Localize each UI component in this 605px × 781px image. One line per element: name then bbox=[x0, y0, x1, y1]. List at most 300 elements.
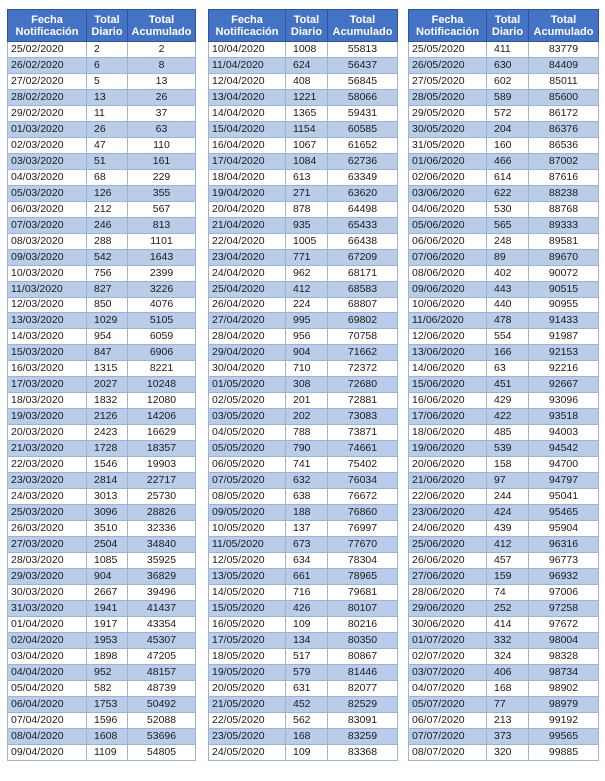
table-row bbox=[8, 409, 196, 425]
table-row bbox=[409, 169, 599, 185]
cell-total-acumulado: 91433 bbox=[529, 313, 599, 329]
cell-fecha: 15/03/2020 bbox=[8, 345, 87, 361]
cell-total-acumulado: 75402 bbox=[328, 457, 398, 473]
table-row bbox=[8, 153, 196, 169]
cell-total-diario: 478 bbox=[487, 313, 529, 329]
cell-total-diario: 159 bbox=[487, 568, 529, 584]
header-total-diario: Total Diario bbox=[286, 10, 328, 42]
cell-total-acumulado: 93096 bbox=[529, 393, 599, 409]
cell-fecha: 25/04/2020 bbox=[209, 281, 286, 297]
cell-fecha: 26/05/2020 bbox=[409, 57, 487, 73]
cell-total-diario: 954 bbox=[87, 329, 128, 345]
cell-total-diario: 47 bbox=[87, 137, 128, 153]
table-row bbox=[409, 345, 599, 361]
cell-total-diario: 1109 bbox=[87, 744, 128, 760]
cell-total-acumulado: 26 bbox=[128, 89, 196, 105]
cell-total-diario: 572 bbox=[487, 105, 529, 121]
cell-fecha: 09/05/2020 bbox=[209, 505, 286, 521]
table-row bbox=[8, 249, 196, 265]
cell-total-acumulado: 110 bbox=[128, 137, 196, 153]
table-row bbox=[8, 345, 196, 361]
cell-total-diario: 6 bbox=[87, 57, 128, 73]
cell-fecha: 07/05/2020 bbox=[209, 473, 286, 489]
cell-fecha: 15/06/2020 bbox=[409, 377, 487, 393]
table-row bbox=[409, 409, 599, 425]
cell-total-diario: 1608 bbox=[87, 728, 128, 744]
cell-total-diario: 11 bbox=[87, 105, 128, 121]
table-row bbox=[409, 105, 599, 121]
cell-total-acumulado: 54805 bbox=[128, 744, 196, 760]
cell-total-diario: 710 bbox=[286, 361, 328, 377]
cell-fecha: 30/05/2020 bbox=[409, 121, 487, 137]
cell-total-diario: 613 bbox=[286, 169, 328, 185]
table-row bbox=[8, 712, 196, 728]
table-row bbox=[8, 42, 196, 58]
header-row bbox=[409, 10, 599, 42]
cell-fecha: 28/04/2020 bbox=[209, 329, 286, 345]
cell-total-diario: 2423 bbox=[87, 425, 128, 441]
cell-total-acumulado: 45307 bbox=[128, 632, 196, 648]
table-row bbox=[209, 521, 398, 537]
cell-total-acumulado: 39496 bbox=[128, 584, 196, 600]
cell-total-diario: 426 bbox=[286, 600, 328, 616]
cell-total-acumulado: 48157 bbox=[128, 664, 196, 680]
cell-total-diario: 77 bbox=[487, 696, 529, 712]
cell-total-diario: 248 bbox=[487, 233, 529, 249]
cell-fecha: 20/05/2020 bbox=[209, 680, 286, 696]
table-row bbox=[409, 393, 599, 409]
table-row bbox=[409, 153, 599, 169]
table-row bbox=[409, 361, 599, 377]
cell-fecha: 24/05/2020 bbox=[209, 744, 286, 760]
table-row bbox=[209, 393, 398, 409]
cell-total-diario: 202 bbox=[286, 409, 328, 425]
cell-fecha: 02/05/2020 bbox=[209, 393, 286, 409]
cell-total-acumulado: 74661 bbox=[328, 441, 398, 457]
cell-total-diario: 166 bbox=[487, 345, 529, 361]
table-row bbox=[409, 89, 599, 105]
cell-total-diario: 451 bbox=[487, 377, 529, 393]
table-row bbox=[209, 537, 398, 553]
cell-fecha: 05/04/2020 bbox=[8, 680, 87, 696]
cell-total-acumulado: 98979 bbox=[529, 696, 599, 712]
cell-fecha: 16/04/2020 bbox=[209, 137, 286, 153]
table-row bbox=[8, 137, 196, 153]
table-row bbox=[409, 664, 599, 680]
cell-total-acumulado: 92667 bbox=[529, 377, 599, 393]
header-fecha: Fecha Notificación bbox=[8, 10, 87, 42]
cell-fecha: 21/03/2020 bbox=[8, 441, 87, 457]
cell-fecha: 13/06/2020 bbox=[409, 345, 487, 361]
cell-total-diario: 771 bbox=[286, 249, 328, 265]
cell-total-diario: 252 bbox=[487, 600, 529, 616]
cell-total-acumulado: 89581 bbox=[529, 233, 599, 249]
cell-fecha: 06/07/2020 bbox=[409, 712, 487, 728]
cell-total-acumulado: 229 bbox=[128, 169, 196, 185]
cell-fecha: 08/05/2020 bbox=[209, 489, 286, 505]
table-row bbox=[8, 393, 196, 409]
table-block-1 bbox=[7, 9, 196, 761]
cell-fecha: 17/04/2020 bbox=[209, 153, 286, 169]
cell-total-acumulado: 76860 bbox=[328, 505, 398, 521]
cell-fecha: 08/04/2020 bbox=[8, 728, 87, 744]
table-row bbox=[209, 425, 398, 441]
cell-total-diario: 756 bbox=[87, 265, 128, 281]
cell-total-acumulado: 2 bbox=[128, 42, 196, 58]
table-row bbox=[409, 42, 599, 58]
table-row bbox=[8, 616, 196, 632]
cell-total-diario: 542 bbox=[87, 249, 128, 265]
cell-fecha: 19/03/2020 bbox=[8, 409, 87, 425]
cell-total-acumulado: 37 bbox=[128, 105, 196, 121]
cell-fecha: 11/06/2020 bbox=[409, 313, 487, 329]
table-row bbox=[8, 265, 196, 281]
cell-total-diario: 624 bbox=[286, 57, 328, 73]
cell-total-acumulado: 85600 bbox=[529, 89, 599, 105]
cell-total-acumulado: 71662 bbox=[328, 345, 398, 361]
cell-total-diario: 485 bbox=[487, 425, 529, 441]
cell-total-acumulado: 97006 bbox=[529, 584, 599, 600]
cell-total-acumulado: 61652 bbox=[328, 137, 398, 153]
cell-total-diario: 412 bbox=[286, 281, 328, 297]
cell-total-acumulado: 56845 bbox=[328, 73, 398, 89]
cell-total-acumulado: 72881 bbox=[328, 393, 398, 409]
cell-total-diario: 565 bbox=[487, 217, 529, 233]
table-row bbox=[209, 696, 398, 712]
table-row bbox=[209, 473, 398, 489]
cell-total-acumulado: 80216 bbox=[328, 616, 398, 632]
cell-total-acumulado: 83779 bbox=[529, 42, 599, 58]
table-row bbox=[209, 600, 398, 616]
cell-total-diario: 790 bbox=[286, 441, 328, 457]
table-row bbox=[8, 105, 196, 121]
cell-fecha: 18/05/2020 bbox=[209, 648, 286, 664]
cell-fecha: 25/06/2020 bbox=[409, 537, 487, 553]
cell-total-acumulado: 94797 bbox=[529, 473, 599, 489]
cell-fecha: 19/06/2020 bbox=[409, 441, 487, 457]
cell-total-acumulado: 86376 bbox=[529, 121, 599, 137]
cell-total-diario: 847 bbox=[87, 345, 128, 361]
table-row bbox=[8, 281, 196, 297]
table-row bbox=[409, 201, 599, 217]
cell-fecha: 24/06/2020 bbox=[409, 521, 487, 537]
cell-fecha: 26/04/2020 bbox=[209, 297, 286, 313]
cell-fecha: 28/06/2020 bbox=[409, 584, 487, 600]
table-row bbox=[209, 153, 398, 169]
cell-total-diario: 402 bbox=[487, 265, 529, 281]
cell-fecha: 05/06/2020 bbox=[409, 217, 487, 233]
table-row bbox=[8, 457, 196, 473]
table-row bbox=[209, 664, 398, 680]
header-fecha: Fecha Notificación bbox=[209, 10, 286, 42]
cell-fecha: 20/03/2020 bbox=[8, 425, 87, 441]
cell-total-diario: 2504 bbox=[87, 537, 128, 553]
cell-fecha: 20/04/2020 bbox=[209, 201, 286, 217]
cell-total-acumulado: 68807 bbox=[328, 297, 398, 313]
table-row bbox=[209, 648, 398, 664]
table-row bbox=[8, 89, 196, 105]
cell-total-acumulado: 82077 bbox=[328, 680, 398, 696]
cell-fecha: 10/06/2020 bbox=[409, 297, 487, 313]
cell-fecha: 01/07/2020 bbox=[409, 632, 487, 648]
cell-total-diario: 935 bbox=[286, 217, 328, 233]
cell-fecha: 23/03/2020 bbox=[8, 473, 87, 489]
cell-total-acumulado: 84409 bbox=[529, 57, 599, 73]
cell-total-diario: 602 bbox=[487, 73, 529, 89]
table-row bbox=[8, 505, 196, 521]
cell-total-acumulado: 86536 bbox=[529, 137, 599, 153]
cell-fecha: 07/06/2020 bbox=[409, 249, 487, 265]
cell-fecha: 08/06/2020 bbox=[409, 265, 487, 281]
cell-total-acumulado: 62736 bbox=[328, 153, 398, 169]
cell-total-acumulado: 76034 bbox=[328, 473, 398, 489]
cell-total-acumulado: 83259 bbox=[328, 728, 398, 744]
cell-total-diario: 443 bbox=[487, 281, 529, 297]
cell-total-diario: 1953 bbox=[87, 632, 128, 648]
table-row bbox=[209, 249, 398, 265]
header-row bbox=[209, 10, 398, 42]
cell-fecha: 25/03/2020 bbox=[8, 505, 87, 521]
cell-total-diario: 716 bbox=[286, 584, 328, 600]
cell-total-diario: 1546 bbox=[87, 457, 128, 473]
cell-total-acumulado: 35925 bbox=[128, 553, 196, 569]
cell-total-acumulado: 83091 bbox=[328, 712, 398, 728]
cell-total-diario: 589 bbox=[487, 89, 529, 105]
cell-fecha: 06/05/2020 bbox=[209, 457, 286, 473]
table-row bbox=[409, 728, 599, 744]
cell-total-diario: 1898 bbox=[87, 648, 128, 664]
cell-total-diario: 2126 bbox=[87, 409, 128, 425]
cell-fecha: 29/04/2020 bbox=[209, 345, 286, 361]
table-row bbox=[209, 121, 398, 137]
table-row bbox=[209, 632, 398, 648]
table-row bbox=[8, 121, 196, 137]
table-row bbox=[209, 217, 398, 233]
cell-total-acumulado: 63 bbox=[128, 121, 196, 137]
table-row bbox=[409, 137, 599, 153]
cell-fecha: 20/06/2020 bbox=[409, 457, 487, 473]
cell-fecha: 14/05/2020 bbox=[209, 584, 286, 600]
cell-fecha: 11/05/2020 bbox=[209, 537, 286, 553]
cell-total-diario: 51 bbox=[87, 153, 128, 169]
cell-fecha: 30/06/2020 bbox=[409, 616, 487, 632]
cell-total-diario: 1753 bbox=[87, 696, 128, 712]
table-row bbox=[8, 313, 196, 329]
cell-total-diario: 97 bbox=[487, 473, 529, 489]
cell-total-diario: 63 bbox=[487, 361, 529, 377]
cell-fecha: 26/06/2020 bbox=[409, 553, 487, 569]
cell-total-acumulado: 5105 bbox=[128, 313, 196, 329]
cell-total-acumulado: 80867 bbox=[328, 648, 398, 664]
table-row bbox=[209, 105, 398, 121]
cell-fecha: 15/04/2020 bbox=[209, 121, 286, 137]
cell-fecha: 11/03/2020 bbox=[8, 281, 87, 297]
cell-total-diario: 904 bbox=[87, 568, 128, 584]
table-row bbox=[8, 217, 196, 233]
cell-total-acumulado: 87002 bbox=[529, 153, 599, 169]
cell-fecha: 10/04/2020 bbox=[209, 42, 286, 58]
table-row bbox=[409, 73, 599, 89]
cell-fecha: 14/06/2020 bbox=[409, 361, 487, 377]
cell-fecha: 13/03/2020 bbox=[8, 313, 87, 329]
table-row bbox=[409, 489, 599, 505]
cell-total-acumulado: 67209 bbox=[328, 249, 398, 265]
cell-total-acumulado: 43354 bbox=[128, 616, 196, 632]
cell-fecha: 16/06/2020 bbox=[409, 393, 487, 409]
cell-fecha: 31/05/2020 bbox=[409, 137, 487, 153]
cell-fecha: 05/05/2020 bbox=[209, 441, 286, 457]
table-row bbox=[409, 600, 599, 616]
cell-total-diario: 246 bbox=[87, 217, 128, 233]
cell-fecha: 26/02/2020 bbox=[8, 57, 87, 73]
cell-total-acumulado: 97672 bbox=[529, 616, 599, 632]
cell-fecha: 21/04/2020 bbox=[209, 217, 286, 233]
cell-total-acumulado: 65433 bbox=[328, 217, 398, 233]
cell-total-acumulado: 81446 bbox=[328, 664, 398, 680]
table-row bbox=[209, 584, 398, 600]
cell-total-diario: 1728 bbox=[87, 441, 128, 457]
table-row bbox=[209, 185, 398, 201]
cell-total-diario: 324 bbox=[487, 648, 529, 664]
cell-fecha: 15/05/2020 bbox=[209, 600, 286, 616]
cell-fecha: 17/03/2020 bbox=[8, 377, 87, 393]
cell-total-acumulado: 10248 bbox=[128, 377, 196, 393]
cell-total-acumulado: 567 bbox=[128, 201, 196, 217]
cell-total-acumulado: 90955 bbox=[529, 297, 599, 313]
table-row bbox=[209, 441, 398, 457]
cell-fecha: 03/04/2020 bbox=[8, 648, 87, 664]
header-total-diario: Total Diario bbox=[487, 10, 529, 42]
table-row bbox=[409, 521, 599, 537]
cell-total-acumulado: 78304 bbox=[328, 553, 398, 569]
table-row bbox=[209, 201, 398, 217]
table-row bbox=[409, 680, 599, 696]
cell-total-diario: 74 bbox=[487, 584, 529, 600]
cell-total-acumulado: 97258 bbox=[529, 600, 599, 616]
cell-total-acumulado: 87616 bbox=[529, 169, 599, 185]
cell-total-diario: 878 bbox=[286, 201, 328, 217]
cell-total-diario: 414 bbox=[487, 616, 529, 632]
cell-total-acumulado: 1643 bbox=[128, 249, 196, 265]
cell-total-acumulado: 73871 bbox=[328, 425, 398, 441]
cell-total-diario: 457 bbox=[487, 553, 529, 569]
cell-fecha: 03/06/2020 bbox=[409, 185, 487, 201]
cell-fecha: 02/07/2020 bbox=[409, 648, 487, 664]
cell-total-acumulado: 90072 bbox=[529, 265, 599, 281]
cell-total-acumulado: 2399 bbox=[128, 265, 196, 281]
cell-fecha: 29/02/2020 bbox=[8, 105, 87, 121]
cell-total-acumulado: 92216 bbox=[529, 361, 599, 377]
header-total-acumulado: Total Acumulado bbox=[328, 10, 398, 42]
table-row bbox=[209, 361, 398, 377]
cell-fecha: 30/03/2020 bbox=[8, 584, 87, 600]
cell-fecha: 07/04/2020 bbox=[8, 712, 87, 728]
cell-fecha: 04/05/2020 bbox=[209, 425, 286, 441]
table-row bbox=[409, 632, 599, 648]
cell-total-acumulado: 94003 bbox=[529, 425, 599, 441]
table-row bbox=[8, 728, 196, 744]
cell-total-acumulado: 41437 bbox=[128, 600, 196, 616]
table-row bbox=[8, 744, 196, 760]
cell-total-diario: 634 bbox=[286, 553, 328, 569]
cell-fecha: 08/03/2020 bbox=[8, 233, 87, 249]
table-row bbox=[209, 265, 398, 281]
cell-total-diario: 632 bbox=[286, 473, 328, 489]
cell-total-acumulado: 32336 bbox=[128, 521, 196, 537]
cell-total-diario: 539 bbox=[487, 441, 529, 457]
cell-total-diario: 89 bbox=[487, 249, 529, 265]
cell-total-acumulado: 56437 bbox=[328, 57, 398, 73]
cell-fecha: 30/04/2020 bbox=[209, 361, 286, 377]
cell-fecha: 26/03/2020 bbox=[8, 521, 87, 537]
cell-fecha: 10/05/2020 bbox=[209, 521, 286, 537]
cell-total-diario: 3510 bbox=[87, 521, 128, 537]
table-row bbox=[409, 553, 599, 569]
cell-fecha: 10/03/2020 bbox=[8, 265, 87, 281]
cell-total-acumulado: 77670 bbox=[328, 537, 398, 553]
cell-total-acumulado: 3226 bbox=[128, 281, 196, 297]
table-row bbox=[409, 313, 599, 329]
cell-fecha: 03/03/2020 bbox=[8, 153, 87, 169]
header-total-diario: Total Diario bbox=[87, 10, 128, 42]
cell-fecha: 24/03/2020 bbox=[8, 489, 87, 505]
cell-total-acumulado: 72680 bbox=[328, 377, 398, 393]
table-row bbox=[209, 313, 398, 329]
cell-fecha: 12/05/2020 bbox=[209, 553, 286, 569]
cell-total-acumulado: 76997 bbox=[328, 521, 398, 537]
cell-total-acumulado: 69802 bbox=[328, 313, 398, 329]
cell-total-acumulado: 89670 bbox=[529, 249, 599, 265]
cell-total-acumulado: 73083 bbox=[328, 409, 398, 425]
table-row bbox=[8, 553, 196, 569]
cell-fecha: 29/05/2020 bbox=[409, 105, 487, 121]
cell-total-acumulado: 12080 bbox=[128, 393, 196, 409]
cell-fecha: 09/04/2020 bbox=[8, 744, 87, 760]
table-block-3 bbox=[408, 9, 599, 761]
cell-total-acumulado: 88768 bbox=[529, 201, 599, 217]
cell-total-acumulado: 813 bbox=[128, 217, 196, 233]
table-row bbox=[8, 361, 196, 377]
cell-total-diario: 582 bbox=[87, 680, 128, 696]
table-row bbox=[409, 281, 599, 297]
cell-fecha: 02/04/2020 bbox=[8, 632, 87, 648]
cell-total-diario: 452 bbox=[286, 696, 328, 712]
cell-fecha: 11/04/2020 bbox=[209, 57, 286, 73]
cell-total-acumulado: 36829 bbox=[128, 568, 196, 584]
table-row bbox=[8, 680, 196, 696]
cell-fecha: 09/06/2020 bbox=[409, 281, 487, 297]
table-row bbox=[8, 489, 196, 505]
cell-total-diario: 1029 bbox=[87, 313, 128, 329]
table-row bbox=[409, 505, 599, 521]
cell-total-acumulado: 68171 bbox=[328, 265, 398, 281]
cell-fecha: 23/06/2020 bbox=[409, 505, 487, 521]
table-row bbox=[209, 329, 398, 345]
cell-fecha: 17/06/2020 bbox=[409, 409, 487, 425]
table-row bbox=[409, 297, 599, 313]
cell-total-acumulado: 50492 bbox=[128, 696, 196, 712]
cell-fecha: 25/05/2020 bbox=[409, 42, 487, 58]
table-row bbox=[209, 73, 398, 89]
table-row bbox=[209, 505, 398, 521]
cell-total-diario: 1315 bbox=[87, 361, 128, 377]
cell-fecha: 25/02/2020 bbox=[8, 42, 87, 58]
table-row bbox=[409, 584, 599, 600]
cell-total-diario: 741 bbox=[286, 457, 328, 473]
cell-fecha: 12/03/2020 bbox=[8, 297, 87, 313]
cell-total-acumulado: 72372 bbox=[328, 361, 398, 377]
table-row bbox=[409, 648, 599, 664]
